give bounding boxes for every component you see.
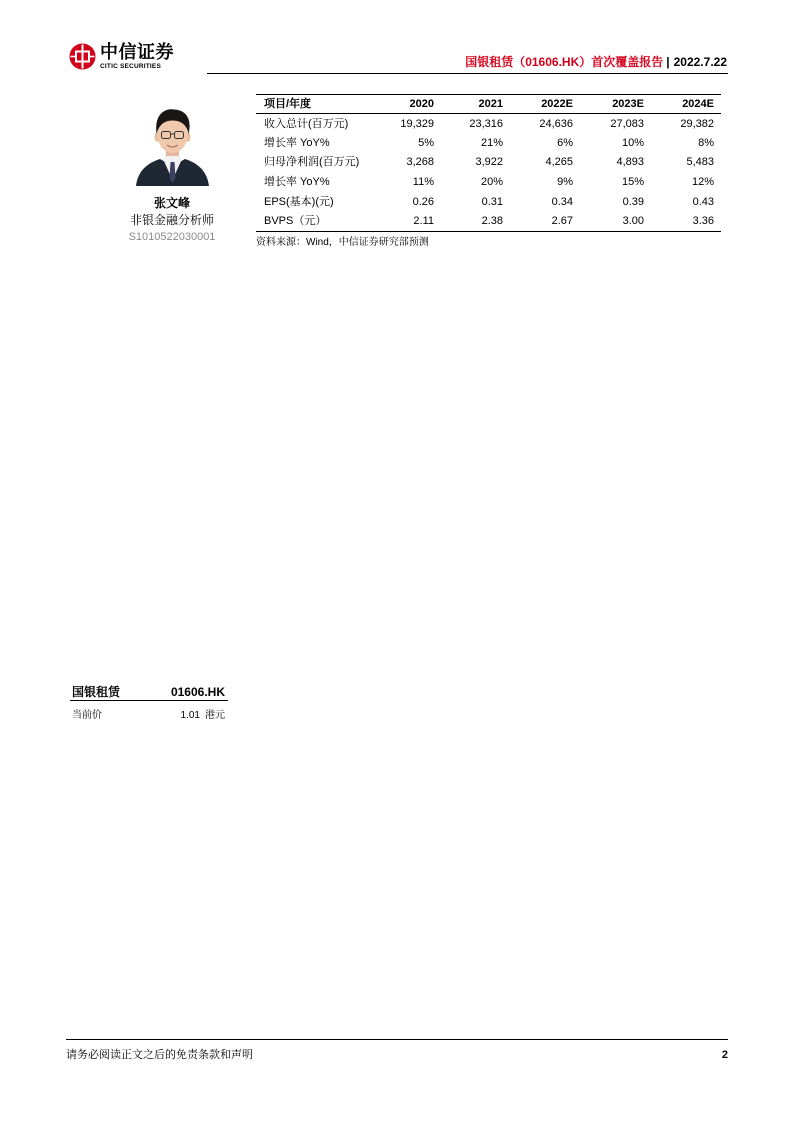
analyst-title: 非银金融分析师 — [129, 213, 214, 227]
table-body — [256, 114, 721, 232]
row-label: 增长率 YoY% — [264, 176, 330, 189]
title-separator: | — [666, 55, 670, 69]
cell-value: 15% — [621, 176, 644, 189]
year-header: 2021 — [441, 95, 510, 114]
cell-value: 5% — [418, 136, 434, 149]
year-header: 2020 — [364, 95, 441, 114]
cell-value: 27,083 — [610, 117, 644, 130]
header-label: 项目/年度 — [256, 95, 364, 114]
price-value-group — [181, 706, 225, 721]
header-divider — [207, 73, 728, 74]
table-row — [256, 153, 721, 173]
cell-value: 9% — [557, 176, 573, 189]
company-logo — [69, 42, 181, 72]
cell-value: 3,268 — [406, 156, 434, 169]
row-label: 增长率 YoY% — [264, 136, 330, 149]
stock-name: 国银租赁 — [72, 685, 121, 699]
cell-value: 2.38 — [441, 211, 510, 231]
table-row — [256, 211, 721, 231]
cell-value: 21% — [480, 136, 503, 149]
cell-value: 4,265 — [545, 156, 573, 169]
citic-logo-icon — [69, 43, 96, 70]
analyst-photo — [134, 99, 211, 186]
stock-ticker: 01606.HK — [170, 684, 225, 699]
cell-value: 0.43 — [692, 195, 714, 208]
cell-value: 24,636 — [539, 117, 573, 130]
table-row — [256, 192, 721, 212]
analyst-license-number: S1010522030001 — [128, 231, 216, 243]
cell-value: 3.00 — [580, 211, 651, 231]
footer-disclaimer: 请务必阅读正文之后的免责条款和声明 — [66, 1049, 253, 1061]
table-row — [256, 133, 721, 153]
financial-forecast-table — [256, 94, 721, 232]
table-header-row — [256, 95, 721, 114]
cell-value: 19,329 — [400, 117, 434, 130]
table-row — [256, 114, 721, 134]
cell-value: 5,483 — [686, 156, 714, 169]
cell-value: 2.11 — [364, 211, 441, 231]
cell-value: 3.36 — [651, 211, 721, 231]
stock-price-row — [70, 705, 228, 721]
report-title — [465, 55, 727, 69]
analyst-info — [112, 196, 232, 245]
table-header — [256, 95, 721, 114]
page-number: 2 — [721, 1049, 728, 1061]
cell-value: 10% — [621, 136, 644, 149]
cell-value: 20% — [480, 176, 503, 189]
row-label: BVPS（元） — [256, 211, 364, 231]
price-label: 当前价 — [72, 709, 102, 721]
row-label: 收入总计(百万元) — [264, 117, 349, 130]
cell-value: 12% — [691, 176, 714, 189]
cell-value: 6% — [557, 136, 573, 149]
cell-value: 8% — [698, 136, 714, 149]
analyst-name: 张文峰 — [153, 196, 190, 210]
price-unit: 港元 — [205, 709, 225, 721]
table-source-note: 资料来源：Wind，中信证券研究部预测 — [256, 237, 429, 248]
footer-divider — [66, 1039, 728, 1040]
cell-value: 0.26 — [412, 195, 434, 208]
analyst-portrait — [134, 99, 211, 186]
stock-info-box — [70, 683, 228, 721]
year-header: 2023E — [580, 95, 651, 114]
cell-value: 2.67 — [510, 211, 580, 231]
report-date: 2022.7.22 — [673, 55, 727, 69]
cell-value: 11% — [412, 176, 434, 189]
row-label: 归母净利润(百万元) — [264, 156, 360, 169]
cell-value: 4,893 — [616, 156, 644, 169]
cell-value: 0.34 — [551, 195, 573, 208]
year-header: 2022E — [510, 95, 580, 114]
year-header: 2024E — [651, 95, 721, 114]
cell-value: 29,382 — [680, 117, 714, 130]
logo-text-cn: 中信证券 — [100, 42, 174, 62]
report-title-text: 国银租赁（01606.HK）首次覆盖报告 — [465, 55, 664, 69]
cell-value: 23,316 — [469, 117, 503, 130]
cell-value: 0.39 — [622, 195, 644, 208]
logo-text-en: CITIC SECURITIES — [100, 63, 161, 70]
row-label: EPS(基本)(元) — [264, 195, 334, 208]
price-value: 1.01 — [180, 709, 200, 721]
table-row — [256, 172, 721, 192]
cell-value: 3,922 — [475, 156, 503, 169]
cell-value: 0.31 — [481, 195, 503, 208]
stock-header-row — [70, 683, 228, 701]
